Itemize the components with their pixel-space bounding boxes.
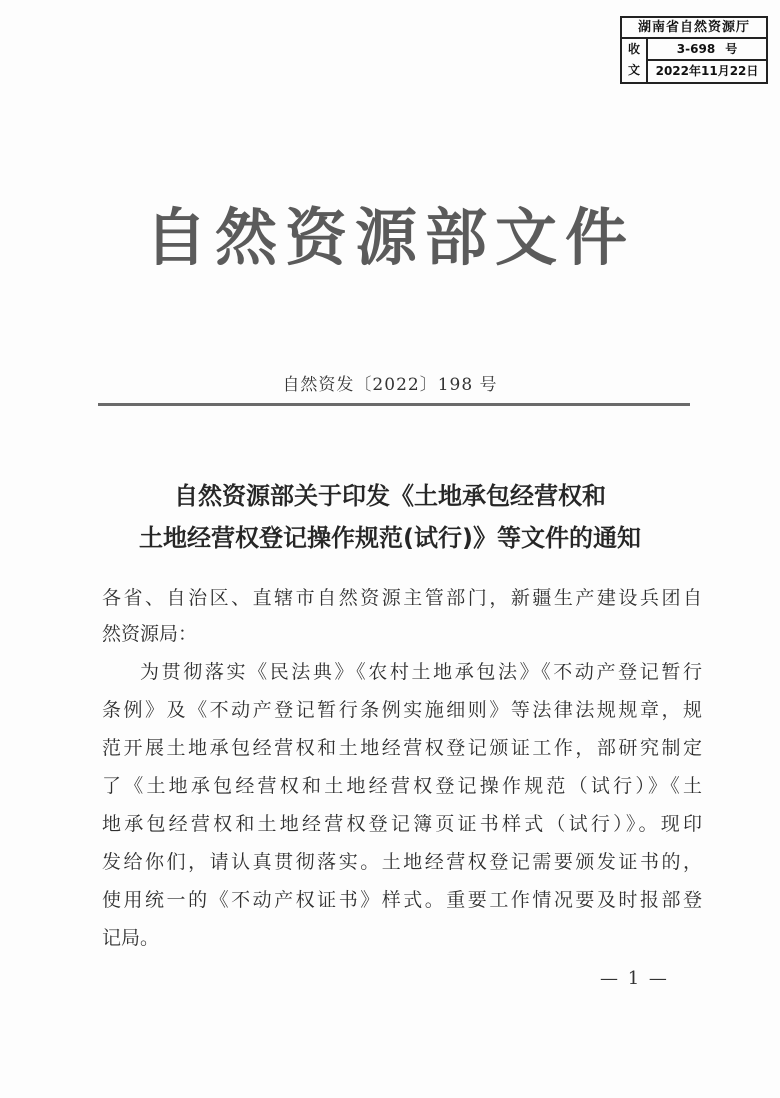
body-line: 为贯彻落实《民法典》《农村土地承包法》《不动产登记暂行 (140, 661, 702, 683)
stamp-number-suffix: 号 (725, 42, 738, 56)
receipt-stamp (620, 16, 768, 84)
body-line: 发给你们，请认真贯彻落实。土地经营权登记需要颁发证书的， (102, 851, 702, 873)
stamp-title: 湖南省自然资源厅 (622, 18, 766, 39)
header-divider (98, 403, 690, 406)
stamp-label-text: 收 文 (627, 42, 640, 77)
stamp-label (622, 39, 648, 82)
body-line: 使用统一的《不动产权证书》样式。重要工作情况要及时报部登 (102, 889, 702, 911)
body-line: 各省、自治区、直辖市自然资源主管部门，新疆生产建设兵团自 (102, 587, 702, 609)
stamp-number: 3-698 (676, 42, 716, 56)
body-line: 记局。 (102, 927, 160, 949)
body-line: 条例》及《不动产登记暂行条例实施细则》等法律法规规章，规 (102, 699, 702, 721)
body-line: 范开展土地承包经营权和土地经营权登记颁证工作，部研究制定 (102, 737, 702, 759)
stamp-number-row (648, 39, 766, 61)
document-number: 自然资发〔2022〕198 号 (282, 375, 498, 395)
body-line: 地承包经营权和土地经营权登记簿页证书样式（试行）》。现印 (102, 813, 702, 835)
document-header-title: 自然资源部文件 (144, 201, 635, 274)
notice-title-line-2: 土地经营权登记操作规范(试行)》等文件的通知 (139, 524, 641, 552)
stamp-date: 2022年11月22日 (655, 64, 759, 78)
body-line: 然资源局： (102, 623, 198, 645)
notice-title-line-1: 自然资源部关于印发《土地承包经营权和 (174, 482, 606, 510)
page-number: — 1 — (600, 968, 669, 989)
body-line: 了《土地承包经营权和土地经营权登记操作规范（试行）》《土 (102, 775, 702, 797)
